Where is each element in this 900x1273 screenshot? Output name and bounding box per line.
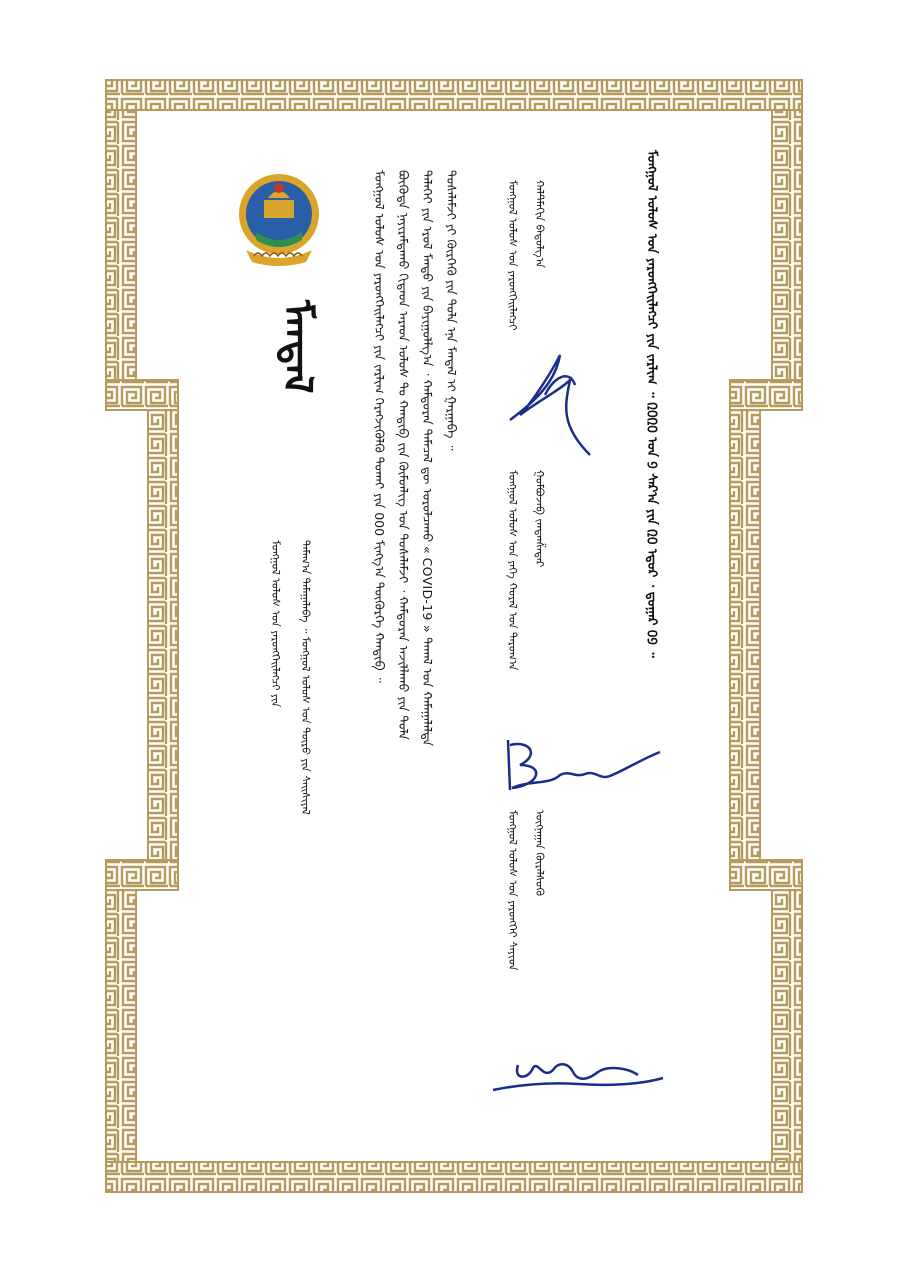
- body-line-3: ᠳᠡᠯᠡᠬᠡᠢ ᠶᠢᠨ ᠡᠷᠦᠯ ᠮᠡᠨᠳᠦ ᠶᠢᠨ ᠪᠠᠶᠢᠭᠤᠯᠯᠭ᠎ᠠ ᠂ ᠬᠠᠮᠲᠤᠷᠠᠨ ᠲᠡᠮᠡᠴᠡᠯ ᠳᠦ ᠣᠷᠣᠯᠴᠠᠬᠤ « COVID-19 » ᠲᠠᠬᠠᠯ ᠤᠨ ᠬᠠᠮᠠᠭᠠᠯᠠᠯᠲᠠ: [420, 170, 435, 746]
- signature-1-icon: [500, 345, 610, 465]
- footer-line-1: ᠮᠣᠩᠭᠣᠯ ᠤᠯᠤᠰ ᠤᠨ ᠶᠡᠷᠦᠩᠬᠡᠢᠯᠡᠭᠴᠢ ᠶᠢᠨ: [269, 540, 282, 708]
- footer-line-2: ᠲᠠᠮᠠᠭ᠎ᠠ ᠲᠠᠮᠠᠭᠠᠯᠠᠪᠠ ᠃ ᠮᠣᠩᠭᠣᠯ ᠤᠯᠤᠰ ᠤᠨ ᠲᠦᠷᠦ ᠶᠢᠨ ᠰᠠᠢᠰᠢᠶᠠᠯ: [299, 540, 312, 815]
- signatory-name: ᠦᠬᠨᠠᠭᠠᠨ ᠬᠦᠷᠡᠯᠰᠦᠬᠦ: [533, 810, 546, 897]
- page-title: ᠮᠠᠨᠳᠠᠯ: [274, 300, 320, 394]
- state-emblem-icon: [236, 170, 322, 270]
- signatory-title: ᠮᠣᠩᠭᠣᠯ ᠤᠯᠤᠰ ᠤᠨ ᠶᠡᠷᠦᠩᠬᠡᠢᠯᠡᠭᠴᠢ: [506, 180, 519, 331]
- date-line: ᠮᠣᠩᠭᠣᠯ ᠤᠯᠤᠰ ᠤᠨ ᠶᠡᠷᠦᠩᠬᠡᠢᠯᠡᠭᠴᠢ ᠶᠢᠨ ᠵᠠᠷᠯᠢᠭ ᠃ ᠒᠐᠒᠐ ᠣᠨ ᠑ ᠰᠠᠷ᠎ᠠ ᠶᠢᠨ ᠒᠐ ᠡᠳᠦᠷ ᠂ ᠳ᠋ᠤᠭᠠᠷ ᠐᠑ ᠃: [644, 150, 659, 658]
- signature-3-icon: [488, 1050, 668, 1100]
- signatory-title: ᠮᠣᠩᠭᠣᠯ ᠤᠯᠤᠰ ᠤᠨ ᠶᠡᠬᠡ ᠬᠤᠷᠠᠯ ᠤᠨ ᠳᠠᠷᠤᠭ᠎ᠠ: [506, 470, 519, 671]
- body-line-1: ᠮᠣᠩᠭᠣᠯ ᠤᠯᠤᠰ ᠤᠨ ᠶᠡᠷᠦᠩᠬᠡᠢᠯᠡᠭᠴᠢ ᠶᠢᠨ ᠵᠠᠷᠯᠢᠭ ᠬᠡᠷᠡᠭᠵᠢᠭᠦᠯᠬᠦ ᠲᠤᠬᠠᠢ ᠶᠢᠨ 000 ᠮᠢᠩᠭ᠎ᠠ ᠳᠦᠭᠦᠷᠭᠡ ᠬᠠᠨᠳᠢᠪ ᠃: [372, 170, 387, 683]
- body-line-2: ᠪᠦᠭᠦᠳᠡ ᠨᠠᠶᠢᠷᠠᠮᠳᠠᠬᠤ ᠬᠢᠲᠠᠳ ᠠᠷᠠᠳ ᠤᠯᠤᠰ ᠲᠤ ᠬᠠᠨᠳᠢᠪ ᠵᠢᠨ ᠬᠦᠮᠦᠨᠯᠢᠭ ᠤᠨ ᠲᠤᠰᠠᠯᠠᠮᠵᠢ ᠂ ᠬᠠᠮᠲᠤᠷᠠᠨ ᠠᠵᠢᠯᠯᠠᠬᠤ ᠶᠢᠨ ᠲᠤᠯᠠ: [396, 170, 411, 740]
- signatory-name: ᠭᠣᠮᠪᠣᠵᠠᠪ ᠵᠠᠨᠳᠠᠨᠱᠠᠲᠠᠷ: [533, 470, 546, 568]
- signature-2-icon: [490, 730, 670, 810]
- signatory-name: ᠬᠠᠯᠲᠮᠠᠭᠢᠨ ᠪᠠᠲᠤᠯᠭ᠎ᠠ: [533, 180, 546, 268]
- body-line-4: ᠲᠤᠰᠠᠯᠠᠮᠵᠢ ᠶᠢ ᠬᠦᠷᠭᠡᠬᠦ ᠶᠢᠨ ᠲᠤᠯᠠ ᠡᠨᠡ ᠮᠠᠨᠳᠠᠯ ᠢ ᠭᠠᠷᠭᠠᠪᠠ ᠃: [444, 170, 459, 451]
- signatory-title: ᠮᠣᠩᠭᠣᠯ ᠤᠯᠤᠰ ᠤᠨ ᠶᠡᠷᠦᠩᠬᠡᠢ ᠰᠠᠶᠢᠳ: [506, 810, 519, 971]
